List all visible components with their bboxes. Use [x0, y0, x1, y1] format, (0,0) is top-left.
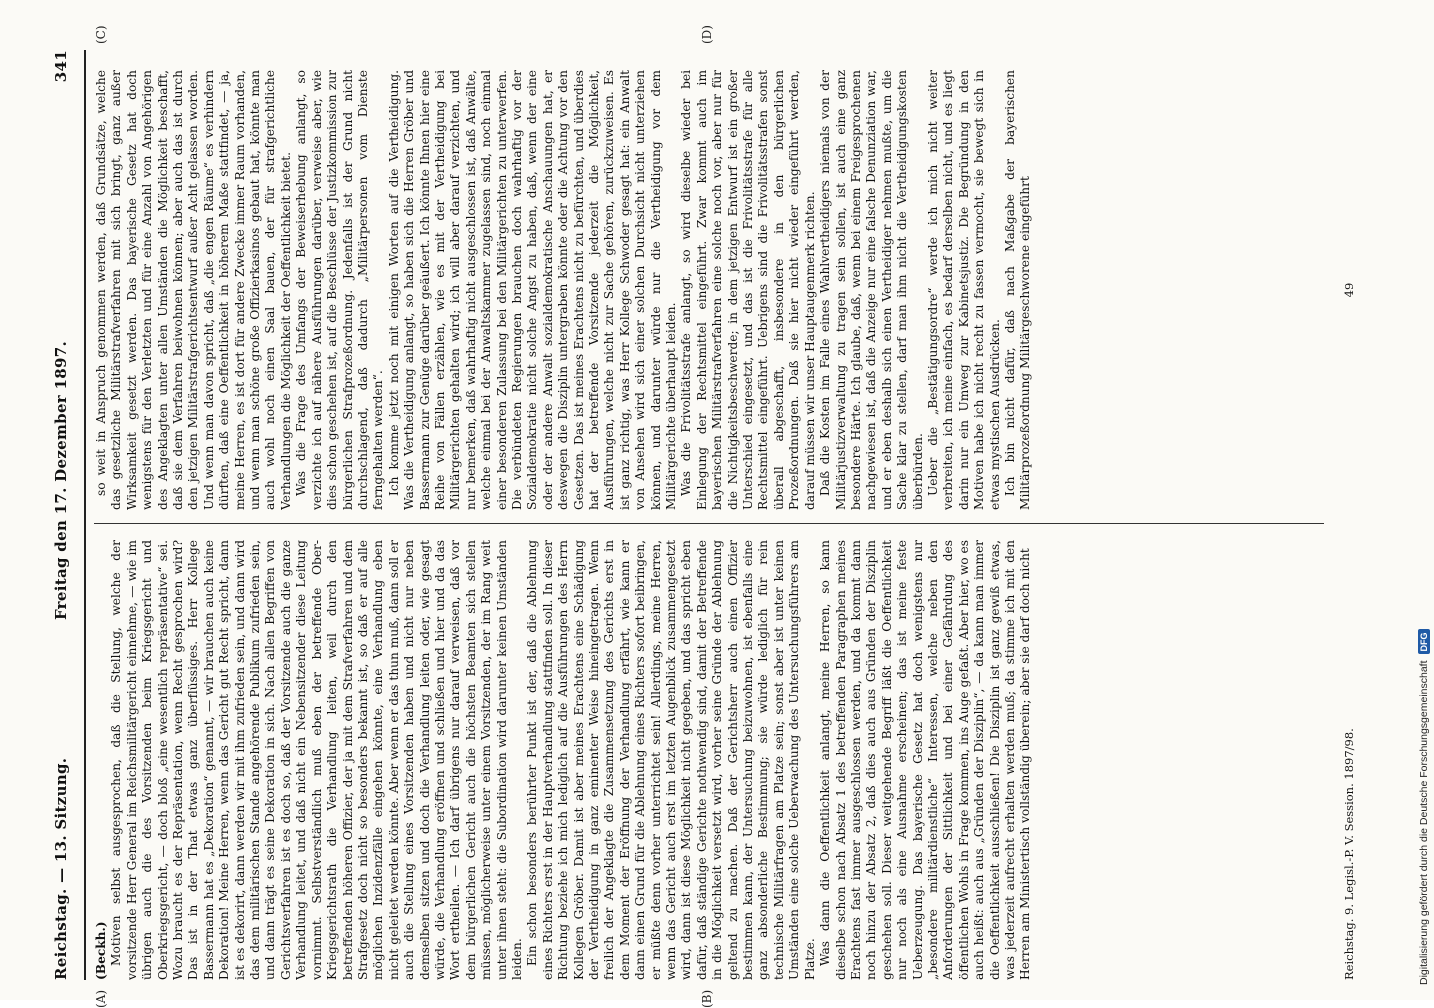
document-page: [40, 25, 1380, 1008]
margin-marker-b: (B): [700, 989, 714, 1008]
paragraph: so weit in Anspruch genommen werden, daß Grundsätze, welche das gesetzliche Militärstrafverfahren mit sich bringt, ganz außer Wirksamkeit gesetzt werden. Das bayerische Gesetz hat doch wenigstens für den Verletzten und für eine Anzahl von Angehörigen des Angeklagten unter allen Umständen die Möglichkeit beschafft, daß sie dem Verfahren beiwohnen können; aber auch das ist durch den jetzigen Militärstrafgerichtsentwurf außer Acht gelassen worden. Und wenn man davon spricht, daß „die engen Räume“ es verhindern dürften, daß eine Oeffentlichkeit in höherem Maße stattfindet, — ja, meine Herren, es ist dort für andere Zwecke immer Raum vorhanden, und wenn man schöne große Offizierkasinos gebaut hat, könnte man auch wohl noch einen Saal bauen, der für strafgerichtliche Verhandlungen die Möglichkeit der Oeffentlichkeit bietet.: [94, 70, 293, 510]
paragraph: Ueber die „Bestätigungsordre“ werde ich mich nicht weiter verbreiten, ich meine einfach, es bedarf derselben nicht, und es liegt darin nur ein Umweg zur Kabinetsjustiz. Die Begründung in den Motiven habe ich nicht recht zu fassen vermocht, sie bewegt sich in etwas mystischen Ausdrücken.: [925, 70, 1002, 510]
paragraph: Daß die Kosten im Falle eines Wahlvertheidigers niemals von der Militärjustizverwaltung zu tragen sein sollen, ist auch eine ganz besondere Härte. Ich glaube, daß, wenn bei einem Freigesprochenen nachgewiesen ist, daß die Anzeige nur eine falsche Denunziation war, und er eben deshalb sich einen Vertheidiger nehmen mußte, um die Sache klar zu stellen, darf man ihm nicht die Vertheidigungskosten überbürden.: [818, 70, 925, 510]
margin-marker-c: (C): [94, 25, 108, 44]
speaker-label: (Beckh.): [94, 921, 108, 980]
paragraph: Ein schon besonders berührter Punkt ist der, daß die Ablehnung eines Richters erst in der Hauptverhandlung stattfinden soll. In dieser Richtung beziehe ich mich lediglich auf die Ausführungen des Herrn Kollegen Gröber. Damit ist aber meines Erachtens eine Schädigung der Vertheidigung in ganz eminenter Weise hineingetragen. Wenn freilich der Angeklagte die Zusammensetzung des Gerichts erst in dem Moment der Eröffnung der Verhandlung erfährt, wie kann er dann einen Grund für die Ablehnung eines Richters sofort beibringen, er müßte denn vorher unterrichtet sein! Allerdings, meine Herren, wenn das Gericht auch erst im letzten Augenblick zusammengesetzt wird, dann ist diese Möglichkeit nicht gegeben, und das spricht eben dafür, daß ständige Gerichte nothwendig sind, damit der Betreffende in die Möglichkeit versetzt wird, vorher seine Gründe der Ablehnung geltend zu machen. Daß der Gerichtsherr auch einen Offizier bestimmen kann, der Untersuchung beizuwohnen, ist ebenfalls eine ganz absonderliche Bestimmung; sie würde lediglich für rein technische Militärfragen am Platze sein; sonst aber ist unter keinen Umständen eine solche Ueberwachung des Untersuchungsführers am Platze.: [525, 540, 817, 980]
paragraph: Ich komme jetzt noch mit einigen Worten auf die Vertheidigung. Was die Vertheidigung anlangt, so haben sich die Herren Gröber und Bassermann zur Genüge darüber geäußert. Ich könnte Ihnen hier eine Reihe von Fällen erzählen, wie es mit der Vertheidigung bei Militärgerichten gehalten wird; ich will aber darauf verzichten, und nur bemerken, daß wahrhaftig nicht ausgeschlossen ist, daß Anwälte, welche einmal bei der Anwaltskammer zugelassen sind, noch einmal einer besonderen Zulassung bei den Militärgerichten zu unterwerfen. Die verbündeten Regierungen brauchen doch wahrhaftig vor der Sozialdemokratie nicht solche Angst zu haben, daß, wenn der eine oder der andere Anwalt sozialdemokratische Anschauungen hat, er deswegen die Disziplin untergraben könnte oder die Achtung vor den Gesetzen. Das ist meines Erachtens nicht zu befürchten, und überdies hat der betreffende Vorsitzende jederzeit die Möglichkeit, Ausführungen, welche nicht zur Sache gehören, zurückzuweisen. Es ist ganz richtig, was Herr Kollege Schwoder gesagt hat: ein Anwalt von Ansehen wird sich einer solchen Durchsicht nicht unterziehen können, und darunter würde nur die Vertheidigung vor dem Militärgerichte überhaupt leiden.: [386, 70, 679, 510]
page-number: 341: [52, 50, 70, 83]
header-rule: [84, 50, 86, 980]
paragraph: Ich bin nicht dafür, daß nach Maßgabe der bayerischen Militärprozeßordnung Militärgeschworene eingeführt: [1002, 70, 1033, 510]
paragraph: Was dann die Oeffentlichkeit anlangt, meine Herren, so kann dieselbe schon nach Absatz 1 des betreffenden Paragraphen meines Erachtens fast immer ausgeschlossen werden, und da kommt dann noch hinzu der Absatz 2, daß dies auch aus Gründen der Disziplin geschehen soll. Dieser weitgehende Begriff läßt die Oeffentlichkeit nur noch als eine Ausnahme erscheinen; das ist meine feste Ueberzeugung. Das bayerische Gesetz hat doch wenigstens nur „besondere militärdienstliche“ Interessen, welche neben den Anforderungen der Sittlichkeit und bei einer Gefährdung des öffentlichen Wohls in Frage kommen, ins Auge gefaßt. Aber hier, wo es auch heißt: auch aus „Gründen der Disziplin“, — da kann man immer die Oeffentlichkeit ausschließen! Die Disziplin ist ganz gewiß etwas, was jederzeit aufrecht erhalten werden muß; da stimme ich mit den Herren am Ministertisch vollständig überein; aber sie darf doch nicht: [818, 540, 1033, 980]
footer-session: Reichstag. 9. Legisl.-P. V. Session. 1897/98.: [1342, 728, 1356, 980]
header-date: Freitag den 17. Dezember 1897.: [52, 341, 70, 620]
text-column-right: [94, 70, 1334, 510]
column-divider: [94, 523, 1324, 524]
margin-marker-a: (A): [94, 989, 108, 1008]
margin-marker-d: (D): [700, 25, 714, 44]
rotated-page: [40, 25, 1380, 1008]
dfg-logo: DFG: [1418, 629, 1430, 654]
credit-text: Digitalisierung gefördert durch die Deutsche Forschungsgemeinschaft: [1418, 660, 1430, 985]
paragraph: Was die Frivolitätsstrafe anlangt, so wird dieselbe wieder bei Einlegung der Rechtsmittel eingeführt. Zwar kommt auch im bayerischen Militärstrafverfahren eine solche noch vor, aber nur für die Nichtigkeitsbeschwerde; in dem jetzigen Entwurf ist ein großer Unterschied eingesetzt, und das ist die Frivolitätsstrafe für alle Rechtsmittel eingeführt. Uebrigens sind die Frivolitätsstrafen sonst überall abgeschafft, insbesondere in den bürgerlichen Prozeßordnungen. Daß sie hier nicht wieder eingeführt werden, darauf müssen wir unser Hauptaugenmerk richten.: [679, 70, 817, 510]
page-header: [40, 50, 84, 980]
footer-sheet-number: 49: [1342, 282, 1356, 298]
paragraph: Motiven selbst ausgesprochen, daß die Stellung, welche der vorsitzende Herr General im Reichsmilitärgericht einnehme, — wie im übrigen auch die des Vorsitzenden beim Kriegsgericht und Oberkriegsgericht, — doch bloß „eine wesentlich repräsentative“ sei. Wozu braucht es der Repräsentation, wenn Recht gesprochen wird? Das ist in der That etwas ganz überflüssiges. Herr Kollege Bassermann hat es „Dekoration“ genannt, — wir brauchen auch keine Dekoration! Meine Herren, wenn das Gericht gut Recht spricht, dann ist es dekorirt, dann werden wir mit ihm zufrieden sein, und dann wird das dem militärischen Stande angehörende Publikum zufrieden sein, und dann trägt es seine Dekoration in sich. Nach allen Begriffen von Gerichtsverfahren ist es doch so, daß der Vorsitzende auch die ganze Verhandlung leitet, und daß nicht ein Nebensitzender diese Leitung vornimmt. Selbstverständlich muß eben der betreffende Ober-Kriegsgerichtsrath die Verhandlung leiten, weil durch den betreffenden höheren Offizier, der ja mit dem Strafverfahren und dem Strafgesetz doch nicht so besonders bekannt ist, so daß er auf alle möglichen Inzidenzfälle eingehen könnte, eine Verhandlung eben nicht geleitet werden könnte. Aber wenn er das thun muß, dann soll er auch die Stellung eines Vorsitzenden haben und nicht nur neben demselben sitzen und doch die Verhandlung leiten oder, wie gesagt würde, die Verhandlung eröffnen und schließen und hier und da das Wort ertheilen. — Ich darf übrigens nur darauf verweisen, daß vor dem bürgerlichen Gericht auch die höchsten Beamten sich stellen müssen, möglicherweise unter einem Vorsitzenden, der im Rang weit unter ihnen steht: die Subordination wird darunter keinen Umständen leiden.: [109, 540, 524, 980]
header-left: Reichstag. — 13. Sitzung.: [52, 757, 70, 980]
text-column-left: [94, 540, 1334, 980]
digitization-credit: [1418, 629, 1430, 985]
paragraph: Was die Frage des Umfangs der Beweiserhebung anlangt, so verzichte ich auf nähere Ausführungen darüber, verweise aber, wie dies schon geschehen ist, auf die Beschlüsse der Justizkommission zur bürgerlichen Strafprozeßordnung. Jedenfalls ist der Grund nicht durchschlagend, daß dadurch „Militärpersonen vom Dienste ferngehalten werden“.: [294, 70, 386, 510]
